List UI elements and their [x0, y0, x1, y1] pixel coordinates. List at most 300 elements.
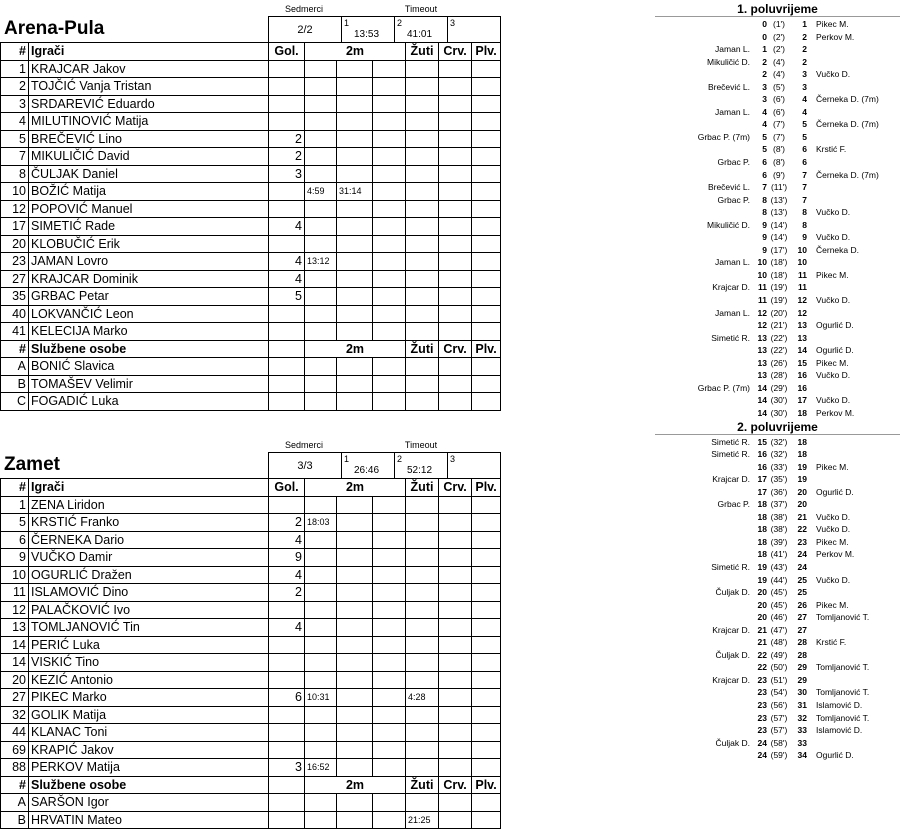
- suspension-2: [337, 706, 373, 724]
- home-score: 23: [757, 712, 767, 723]
- official-row: [1, 393, 501, 411]
- goal-event: [655, 56, 900, 69]
- player-row: [1, 148, 501, 166]
- away-scorer: Černeka D. (7m): [816, 169, 879, 180]
- away-scorer: Tomljanović T.: [816, 662, 870, 673]
- player-row: [1, 689, 501, 707]
- event-minute: (2'): [772, 44, 785, 55]
- suspension-1: [305, 671, 337, 689]
- official-2m-1: [305, 358, 337, 376]
- suspension-1: 18:03: [305, 514, 337, 532]
- suspension-2: [337, 619, 373, 637]
- official-goals: [269, 811, 305, 829]
- home-score: 23: [757, 687, 767, 698]
- away-score: 28: [797, 637, 807, 648]
- home-scorer: Krajcar D.: [712, 624, 750, 635]
- home-scorer: Mikuličić D.: [707, 56, 750, 67]
- player-row: [1, 270, 501, 288]
- col-goals: [269, 776, 305, 794]
- home-scorer: Grbac P. (7m): [697, 382, 750, 393]
- player-name: MIKULIČIĆ David: [29, 148, 269, 166]
- official-2m-1: [305, 393, 337, 411]
- col-goals: [269, 340, 305, 358]
- away-score: 18: [797, 407, 807, 418]
- red-card: [439, 270, 472, 288]
- home-score: 8: [762, 207, 767, 218]
- timeout-time: 52:12: [407, 465, 433, 476]
- home-score: 19: [757, 574, 767, 585]
- yellow-card: [406, 200, 439, 218]
- player-name: ČERNEKA Dario: [29, 531, 269, 549]
- away-score: 16: [797, 370, 807, 381]
- suspension-3: [373, 200, 406, 218]
- red-card: [439, 549, 472, 567]
- player-number: 12: [1, 200, 29, 218]
- blue-card: [472, 270, 501, 288]
- home-scorer: Čuljak D.: [715, 649, 750, 660]
- home-score: 3: [762, 81, 767, 92]
- suspension-1: [305, 636, 337, 654]
- goal-event: [655, 382, 900, 395]
- away-score: 29: [797, 674, 807, 685]
- away-scorer: Pikec M.: [816, 19, 849, 29]
- away-score: 27: [797, 612, 807, 623]
- player-row: [1, 288, 501, 306]
- goal-event: [655, 407, 900, 420]
- event-minute: (54'): [770, 687, 788, 698]
- official-2m-2: [337, 375, 373, 393]
- away-score: 7: [802, 182, 807, 193]
- away-score: 13: [797, 320, 807, 331]
- home-score: 0: [762, 19, 767, 29]
- suspension-1: 16:52: [305, 759, 337, 777]
- col-goals: Gol.: [269, 43, 305, 61]
- suspension-3: [373, 323, 406, 341]
- player-goals: [269, 323, 305, 341]
- home-score: 20: [757, 612, 767, 623]
- header-row: [1, 340, 501, 358]
- col-blue: Plv.: [472, 43, 501, 61]
- event-minute: (50'): [770, 662, 788, 673]
- event-minute: (2'): [772, 31, 785, 42]
- player-row: [1, 496, 501, 514]
- official-letter: B: [1, 811, 29, 829]
- player-number: 41: [1, 323, 29, 341]
- suspension-2: [337, 689, 373, 707]
- away-scorer: Tomljanović T.: [816, 612, 870, 623]
- home-scorer: Simetić R.: [711, 332, 750, 343]
- event-minute: (18'): [770, 269, 788, 280]
- col-yellow: Žuti: [406, 776, 439, 794]
- player-goals: 4: [269, 270, 305, 288]
- suspension-2: [337, 165, 373, 183]
- yellow-card: [406, 601, 439, 619]
- away-score: 24: [797, 549, 807, 560]
- suspension-3: [373, 619, 406, 637]
- away-score: 19: [797, 474, 807, 485]
- blue-card: [472, 218, 501, 236]
- away-scorer: Vučko D.: [816, 524, 851, 535]
- header-row: [1, 479, 501, 497]
- player-number: 17: [1, 218, 29, 236]
- home-score: 16: [757, 449, 767, 460]
- player-number: 14: [1, 636, 29, 654]
- away-score: 21: [797, 511, 807, 522]
- home-score: 20: [757, 587, 767, 598]
- suspension-2: [337, 741, 373, 759]
- timeout-number: 1: [344, 18, 350, 28]
- home-score: 13: [757, 332, 767, 343]
- event-minute: (28'): [770, 370, 788, 381]
- suspension-1: [305, 288, 337, 306]
- player-number: 10: [1, 183, 29, 201]
- suspension-3: [373, 148, 406, 166]
- yellow-card: [406, 671, 439, 689]
- player-row: [1, 165, 501, 183]
- goal-event: [655, 194, 900, 207]
- home-scorer: Brečević L.: [707, 182, 750, 193]
- event-minute: (41'): [770, 549, 788, 560]
- suspension-2: [337, 218, 373, 236]
- player-number: 5: [1, 130, 29, 148]
- player-name: KLANAC Toni: [29, 724, 269, 742]
- player-number: 35: [1, 288, 29, 306]
- yellow-card: [406, 78, 439, 96]
- goal-event: [655, 118, 900, 131]
- player-number: 3: [1, 95, 29, 113]
- goal-event: [655, 156, 900, 169]
- sedmerci-value: 3/3: [297, 460, 313, 472]
- timeout-number: 1: [344, 454, 350, 464]
- away-score: 11: [798, 269, 807, 280]
- goal-event: [655, 498, 900, 511]
- suspension-3: [373, 636, 406, 654]
- blue-card: [472, 183, 501, 201]
- away-score: 9: [802, 232, 807, 243]
- home-score: 4: [762, 119, 767, 130]
- sedmerci-label: Sedmerci: [284, 440, 323, 450]
- player-name: ISLAMOVIĆ Dino: [29, 584, 269, 602]
- official-row: [1, 811, 501, 829]
- player-row: [1, 601, 501, 619]
- official-row: [1, 375, 501, 393]
- home-score: 18: [757, 549, 767, 560]
- event-minute: (6'): [772, 94, 785, 105]
- yellow-card: [406, 288, 439, 306]
- away-score: 24: [797, 561, 807, 572]
- yellow-card: [406, 60, 439, 78]
- blue-card: [472, 584, 501, 602]
- goal-event: [655, 511, 900, 524]
- home-scorer: Grbac P. (7m): [697, 131, 750, 142]
- suspension-3: [373, 253, 406, 271]
- player-name: ČULJAK Daniel: [29, 165, 269, 183]
- suspension-2: [337, 759, 373, 777]
- player-goals: [269, 654, 305, 672]
- suspension-2: [337, 584, 373, 602]
- timeout-box: [341, 16, 395, 43]
- player-goals: 3: [269, 165, 305, 183]
- goal-event: [655, 131, 900, 144]
- suspension-3: [373, 113, 406, 131]
- event-minute: (36'): [770, 486, 788, 497]
- player-name: GRBAC Petar: [29, 288, 269, 306]
- timeout-box: [447, 452, 501, 479]
- timeout-box: [447, 16, 501, 43]
- player-goals: 6: [269, 689, 305, 707]
- away-scorer: Islamović D.: [816, 699, 863, 710]
- player-number: 6: [1, 531, 29, 549]
- event-minute: (22'): [770, 332, 788, 343]
- player-goals: 2: [269, 148, 305, 166]
- home-scorer: Mikuličić D.: [707, 219, 750, 230]
- official-2m-2: [337, 358, 373, 376]
- blue-card: [472, 253, 501, 271]
- away-score: 6: [802, 144, 807, 155]
- official-2m-1: [305, 811, 337, 829]
- player-name: PERKOV Matija: [29, 759, 269, 777]
- yellow-card: [406, 619, 439, 637]
- player-row: [1, 253, 501, 271]
- event-minute: (19'): [770, 295, 788, 306]
- home-score: 23: [757, 725, 767, 736]
- suspension-2: [337, 95, 373, 113]
- yellow-card: [406, 253, 439, 271]
- blue-card: [472, 113, 501, 131]
- home-score: 8: [762, 194, 767, 205]
- away-scorer: Krstić F.: [816, 144, 847, 155]
- away-score: 3: [802, 81, 807, 92]
- away-score: 7: [802, 169, 807, 180]
- red-card: [439, 496, 472, 514]
- red-card: [439, 305, 472, 323]
- event-minute: (38'): [770, 511, 788, 522]
- home-score: 19: [757, 561, 767, 572]
- blue-card: [472, 601, 501, 619]
- suspension-1: [305, 270, 337, 288]
- suspension-1: [305, 323, 337, 341]
- home-score: 13: [757, 357, 767, 368]
- home-score: 7: [762, 182, 767, 193]
- goal-event: [655, 712, 900, 725]
- player-name: POPOVIĆ Manuel: [29, 200, 269, 218]
- red-card: [439, 130, 472, 148]
- away-scorer: Ogurlić D.: [816, 750, 854, 761]
- goal-event: [655, 724, 900, 737]
- goal-event: [655, 206, 900, 219]
- home-score: 13: [757, 345, 767, 356]
- red-card: [439, 654, 472, 672]
- event-minute: (9'): [772, 169, 785, 180]
- home-score: 11: [758, 282, 767, 293]
- away-score: 18: [797, 436, 807, 447]
- col-hash: #: [1, 340, 29, 358]
- player-name: TOJČIĆ Vanja Tristan: [29, 78, 269, 96]
- blue-card: [472, 514, 501, 532]
- home-score: 13: [757, 370, 767, 381]
- player-goals: [269, 113, 305, 131]
- blue-card: [472, 689, 501, 707]
- goal-event: [655, 473, 900, 486]
- player-goals: [269, 183, 305, 201]
- player-goals: 2: [269, 584, 305, 602]
- away-scorer: Tomljanović T.: [816, 712, 870, 723]
- player-row: [1, 759, 501, 777]
- away-scorer: Islamović D.: [816, 725, 863, 736]
- away-score: 34: [797, 750, 807, 761]
- suspension-3: [373, 288, 406, 306]
- red-card: [439, 584, 472, 602]
- away-score: 27: [797, 624, 807, 635]
- away-score: 2: [802, 44, 807, 55]
- suspension-3: [373, 724, 406, 742]
- yellow-card: [406, 270, 439, 288]
- player-row: [1, 531, 501, 549]
- event-minute: (17'): [770, 244, 788, 255]
- yellow-card: [406, 183, 439, 201]
- away-scorer: Vučko D.: [816, 395, 851, 406]
- player-row: [1, 78, 501, 96]
- timeout-number: 3: [450, 454, 456, 464]
- event-minute: (47'): [770, 624, 788, 635]
- red-card: [439, 671, 472, 689]
- event-minute: (46'): [770, 612, 788, 623]
- red-card: [439, 113, 472, 131]
- player-number: 32: [1, 706, 29, 724]
- yellow-card: [406, 113, 439, 131]
- player-row: [1, 654, 501, 672]
- official-blue: [472, 358, 501, 376]
- red-card: [439, 253, 472, 271]
- event-minute: (38'): [770, 524, 788, 535]
- player-number: 20: [1, 671, 29, 689]
- suspension-3: [373, 566, 406, 584]
- goal-event: [655, 219, 900, 232]
- yellow-card: [406, 305, 439, 323]
- home-score: 9: [762, 219, 767, 230]
- player-number: 7: [1, 148, 29, 166]
- goal-event: [655, 661, 900, 674]
- home-scorer: Čuljak D.: [715, 587, 750, 598]
- yellow-card: [406, 706, 439, 724]
- event-minute: (6'): [772, 106, 785, 117]
- blue-card: [472, 95, 501, 113]
- official-red: [439, 794, 472, 812]
- player-row: [1, 200, 501, 218]
- away-score: 29: [797, 662, 807, 673]
- suspension-1: [305, 235, 337, 253]
- official-2m-3: [373, 358, 406, 376]
- official-red: [439, 375, 472, 393]
- player-name: KRSTIĆ Franko: [29, 514, 269, 532]
- col-goals: Gol.: [269, 479, 305, 497]
- suspension-3: [373, 305, 406, 323]
- official-goals: [269, 375, 305, 393]
- official-2m-3: [373, 393, 406, 411]
- player-name: ZENA Liridon: [29, 496, 269, 514]
- goal-event: [655, 636, 900, 649]
- goal-event: [655, 448, 900, 461]
- blue-card: [472, 619, 501, 637]
- event-minute: (32'): [770, 449, 788, 460]
- goal-event: [655, 231, 900, 244]
- yellow-card: [406, 549, 439, 567]
- goal-event: [655, 461, 900, 474]
- red-card: [439, 288, 472, 306]
- suspension-2: [337, 671, 373, 689]
- blue-card: [472, 305, 501, 323]
- sedmerci-box: [268, 452, 342, 479]
- official-yellow: [406, 794, 439, 812]
- official-name: FOGADIĆ Luka: [29, 393, 269, 411]
- goal-event: [655, 269, 900, 282]
- suspension-3: [373, 130, 406, 148]
- suspension-2: [337, 235, 373, 253]
- goal-event: [655, 68, 900, 81]
- goal-event: [655, 699, 900, 712]
- suspension-1: [305, 601, 337, 619]
- yellow-card: 4:28: [406, 689, 439, 707]
- home-scorer: Simetić R.: [711, 449, 750, 460]
- suspension-3: [373, 671, 406, 689]
- home-scorer: Krajcar D.: [712, 474, 750, 485]
- player-name: VUČKO Damir: [29, 549, 269, 567]
- suspension-2: [337, 113, 373, 131]
- official-letter: A: [1, 794, 29, 812]
- player-name: TOMLJANOVIĆ Tin: [29, 619, 269, 637]
- player-row: [1, 323, 501, 341]
- away-score: 28: [797, 649, 807, 660]
- red-card: [439, 200, 472, 218]
- suspension-2: [337, 253, 373, 271]
- home-scorer: Jaman L.: [715, 44, 750, 55]
- red-card: [439, 741, 472, 759]
- official-2m-2: [337, 794, 373, 812]
- home-score: 23: [757, 674, 767, 685]
- suspension-3: [373, 741, 406, 759]
- home-score: 18: [757, 511, 767, 522]
- away-score: 4: [802, 94, 807, 105]
- away-scorer: Pikec M.: [816, 461, 849, 472]
- event-minute: (56'): [770, 699, 788, 710]
- timeout-time: 41:01: [407, 29, 433, 40]
- event-minute: (5'): [772, 81, 785, 92]
- away-score: 15: [797, 357, 807, 368]
- away-score: 30: [797, 687, 807, 698]
- event-minute: (48'): [770, 637, 788, 648]
- score-progression: [655, 0, 900, 762]
- official-blue: [472, 794, 501, 812]
- home-score: 24: [757, 737, 767, 748]
- event-minute: (37'): [770, 499, 788, 510]
- away-score: 32: [797, 712, 807, 723]
- suspension-3: [373, 235, 406, 253]
- suspension-1: [305, 584, 337, 602]
- away-score: 16: [797, 382, 807, 393]
- event-minute: (14'): [770, 219, 788, 230]
- goal-event: [655, 244, 900, 257]
- suspension-2: [337, 654, 373, 672]
- blue-card: [472, 496, 501, 514]
- red-card: [439, 218, 472, 236]
- team-name: Zamet: [4, 454, 60, 475]
- blue-card: [472, 759, 501, 777]
- player-goals: [269, 78, 305, 96]
- team-sheet: [0, 4, 500, 411]
- col-title: Službene osobe: [29, 340, 269, 358]
- away-score: 14: [797, 345, 807, 356]
- player-name: KLOBUČIĆ Erik: [29, 235, 269, 253]
